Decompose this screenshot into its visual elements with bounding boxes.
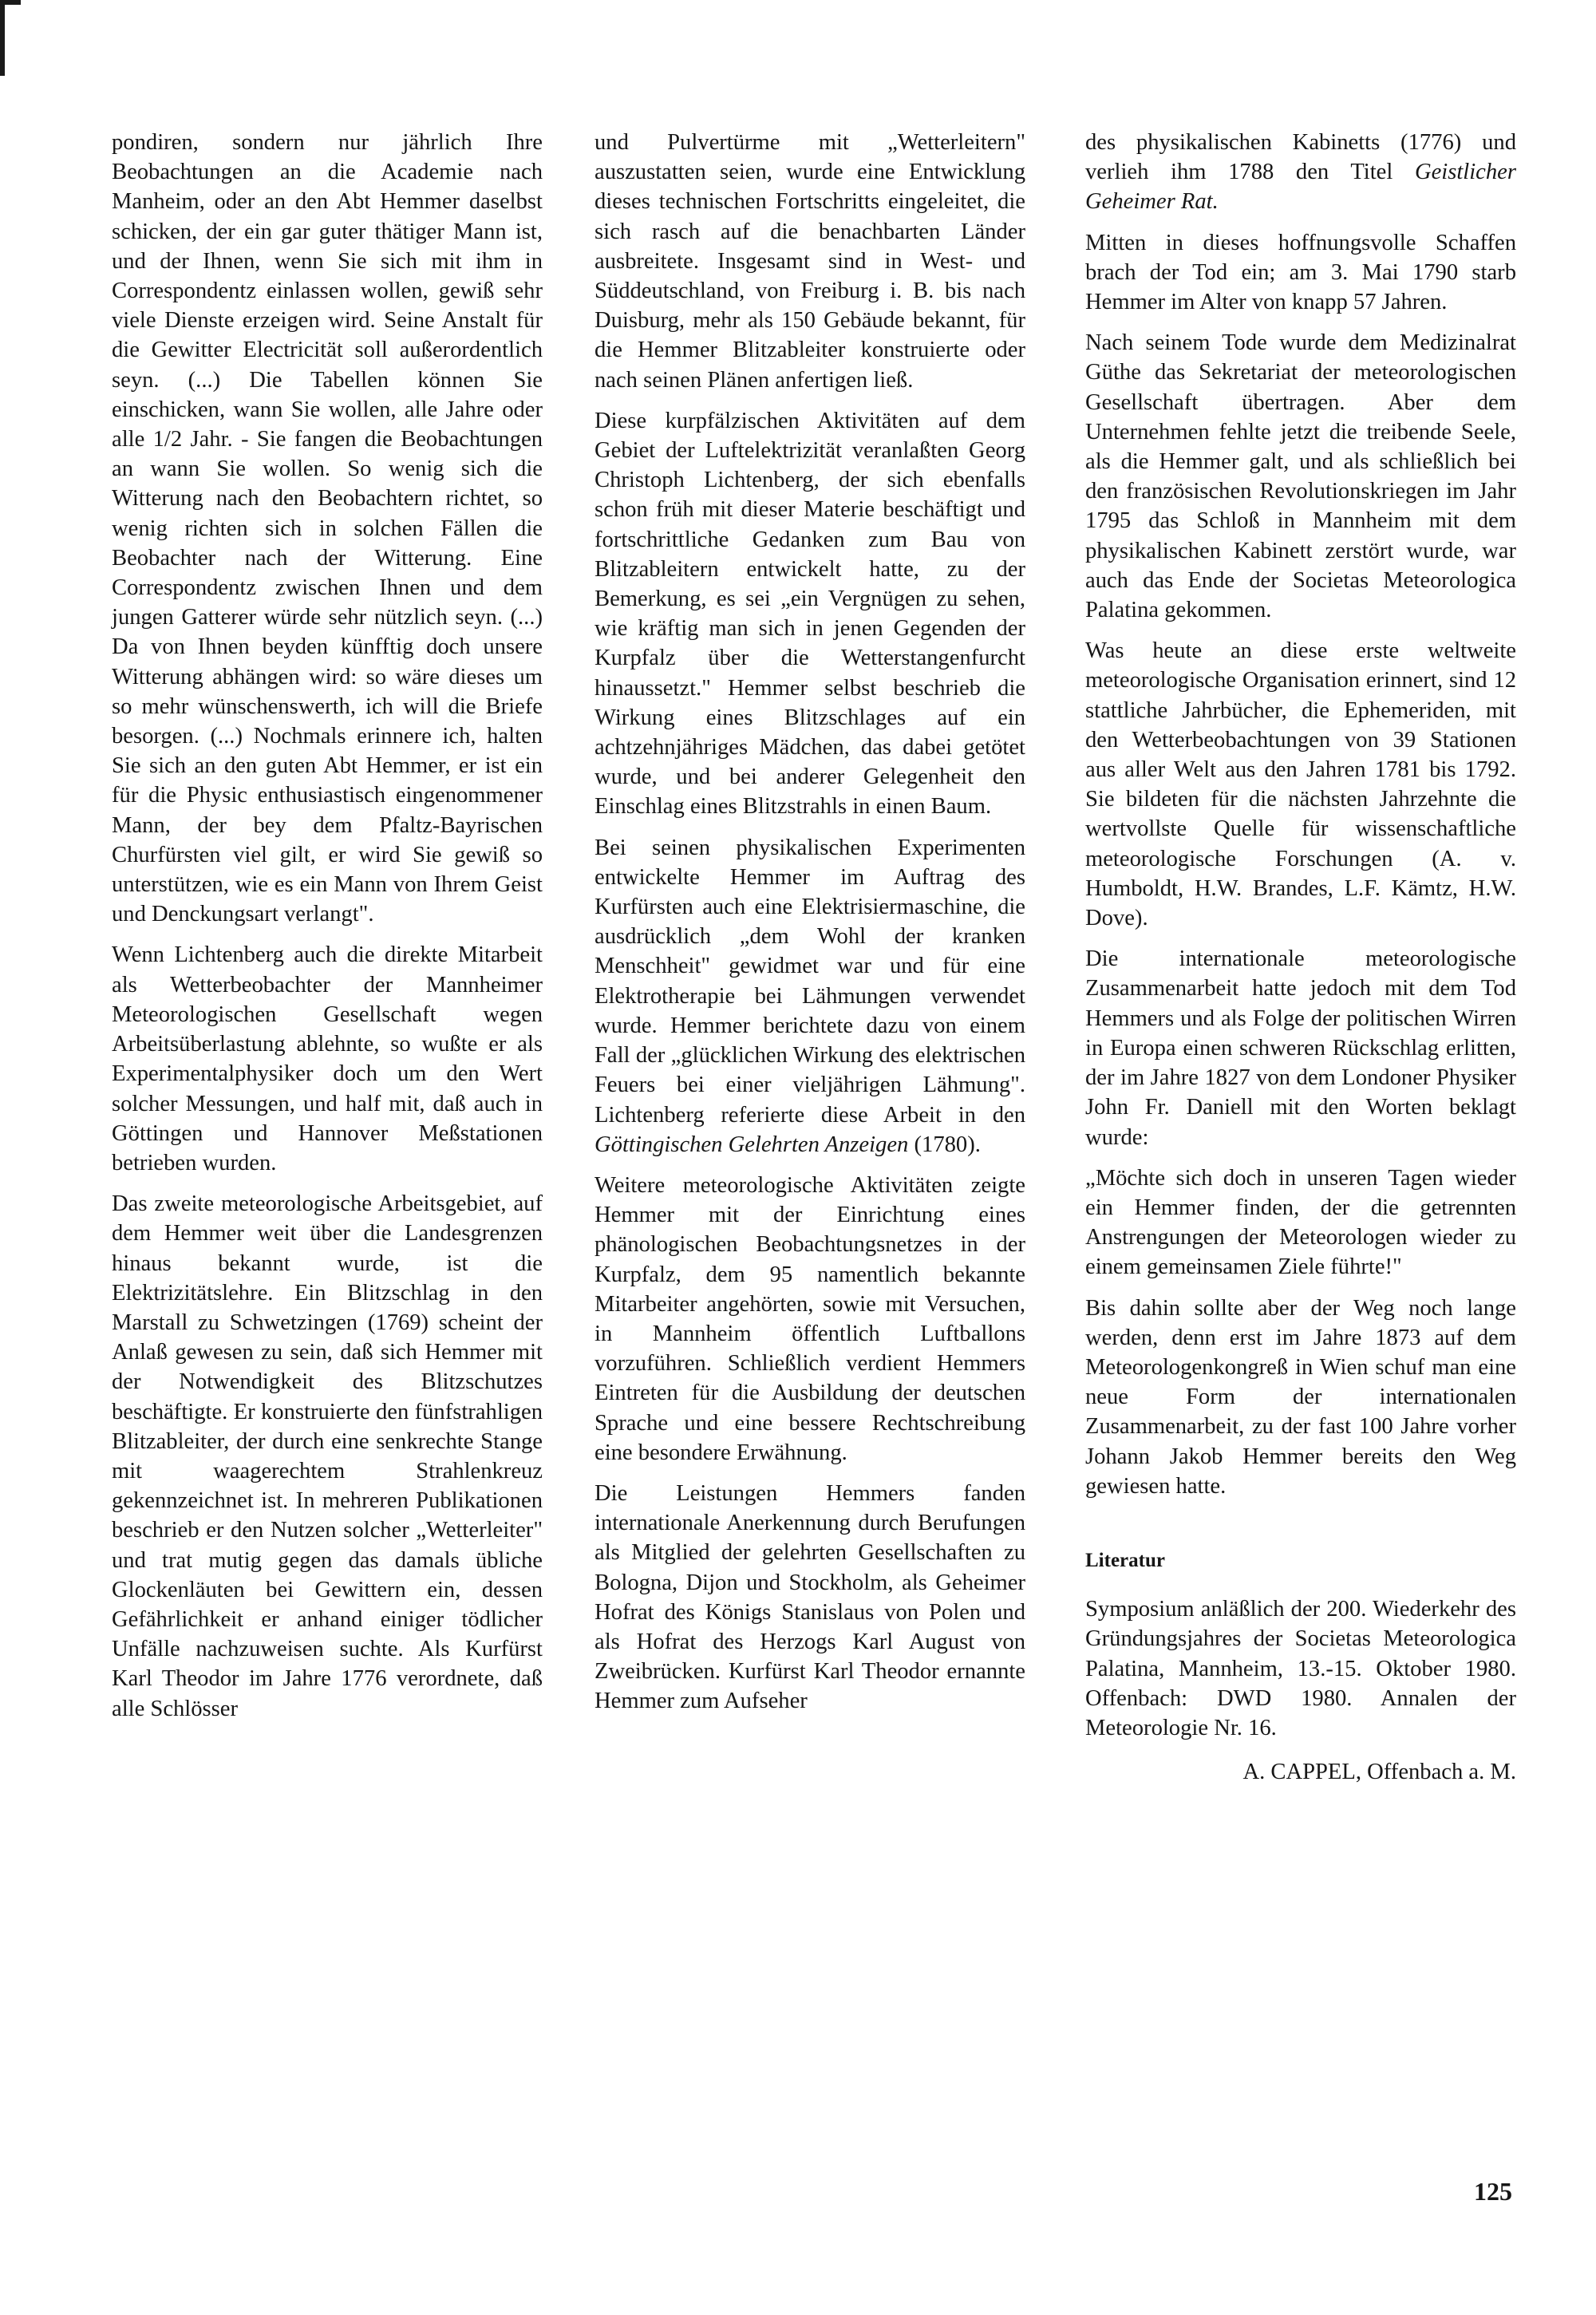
paragraph-text: Bei seinen physikalischen Experimenten entwickelte Hemmer im Auftrag des Kurfürsten auch eine Elektrisiermaschine, die ausdrücklich „dem Wohl der kranken Menschheit" gewidmet war und für eine Elektrotherapie bei Lähmungen verwendet wurde. Hemmer berichtete dazu von einem Fall der „glücklichen Wirkung des elektrischen Feuers bei einer vieljährigen Lähmung". Lichtenberg referierte diese Arbeit in den xyxy=(595,835,1025,1128)
paragraph xyxy=(1085,128,1516,217)
paragraph: und Pulvertürme mit „Wetterleitern" auszustatten seien, wurde eine Entwicklung dieses technischen Fortschritts eingeleitet, die sich rasch auf die benachbarten Länder ausbreitete. Insgesamt sind in West- und Süddeutschland, von Freiburg i. B. bis nach Duisburg, mehr als 150 Gebäude bekannt, für die Hemmer Blitzableiter konstruierte oder nach seinen Plänen anfertigen ließ. xyxy=(595,130,1025,393)
paragraph: Bis dahin sollte aber der Weg noch lange werden, denn erst im Jahre 1873 auf dem Meteorologenkongreß in Wien schuf man eine neue Form der internationalen Zusammenarbeit, zu der fast 100 Jahre vorher Johann Jakob Hemmer bereits den Weg gewiesen hatte. xyxy=(1085,1295,1516,1499)
paragraph: Weitere meteorologische Aktivitäten zeigte Hemmer mit der Einrichtung eines phänologischen Beobachtungsnetzes in der Kurpfalz, dem 95 namentlich bekannte Mitarbeiter angehörten, sowie mit Versuchen, in Mannheim öffentlich Luftballons vorzuführen. Schließlich verdient Hemmers Eintreten für die Ausbildung der deutschen Sprache und eine bessere Rechtschreibung eine besondere Erwähnung. xyxy=(595,1172,1025,1465)
paragraph-text: (1780). xyxy=(908,1132,981,1157)
paragraph: Nach seinem Tode wurde dem Medizinalrat Güthe das Sekretariat der meteorologischen Gesellschaft übertragen. Aber dem Unternehmen fehlte jetzt die treibende Seele, als die Hemmer galt, und als schließlich bei den französischen Revolutionskriegen im Jahr 1795 das Schloß in Mannheim mit dem physikalischen Kabinett zerstört wurde, war auch das Ende der Societas Meteorologica Palatina gekommen. xyxy=(1085,330,1516,623)
text-column-3 xyxy=(1085,128,1516,1787)
paragraph: Die internationale meteorologische Zusammenarbeit hatte jedoch mit dem Tod Hemmers und als Folge der politischen Wirren in Europa einen schweren Rückschlag erlitten, der im Jahre 1827 von dem Londoner Physiker John Fr. Daniell mit den Worten beklagt wurde: xyxy=(1085,946,1516,1150)
title-italic: Geistlicher Geheimer Rat. xyxy=(1085,160,1516,215)
page-number: 125 xyxy=(1474,2177,1512,2206)
paragraph xyxy=(595,833,1025,1159)
paragraph: pondiren, sondern nur jährlich Ihre Beobachtungen an die Academie nach Manheim, oder an den Abt Hemmer daselbst schicken, der ein gar guter thätiger Mann ist, und der Ihnen, wenn Sie sich mit ihm in Correspondentz einlassen wollen, gewiß sehr viele Dienste erzeigen wird. Seine Anstalt für die Gewitter Electricität soll außerordentlich seyn. (...) Die Tabellen können Sie einschicken, wann Sie wollen, alle Jahre oder alle 1/2 Jahr. - Sie fangen die Beobachtungen an wann Sie wollen. So wenig sich die Witterung nach den Beobachtern richtet, so wenig richten sich in solchen Fällen die Beobachter nach der Witterung. Eine Correspondentz zwischen Ihnen und dem jungen Gatterer würde sehr nützlich seyn. (...) Da von Ihnen beyden künfftig doch unsere Witterung abhängen wird: so wäre dieses um so mehr wünschenswerth, ich will die Briefe besorgen. (...) Nochmals erinnere ich, halten Sie sich an den guten Abt Hemmer, er ist ein für die Physic enthusiastisch eingenommener Mann, der bey dem Pfaltz-Bayrischen Churfürsten viel gilt, er wird Sie gewiß so unterstützen, wie es ein Mann von Ihrem Geist und Denckungsart verlangt". xyxy=(112,130,543,927)
text-column-1 xyxy=(112,128,543,1724)
paragraph-text: des physikalischen Kabinetts (1776) und verlieh ihm 1788 den Titel xyxy=(1085,130,1516,185)
scan-corner-mark xyxy=(0,0,21,76)
paragraph: Diese kurpfälzischen Aktivitäten auf dem Gebiet der Luftelektrizität veranlaßten Georg Christoph Lichtenberg, der sich ebenfalls schon früh mit dieser Materie beschäftigt und fortschrittliche Gedanken zum Bau von Blitzableitern entwickelt hatte, zu der Bemerkung, es sei „ein Vergnügen zu sehen, wie kräftig man sich in jenen Gegenden der Kurpfalz über die Wetterstangenfurcht hinaussetzt." Hemmer selbst beschrieb die Wirkung eines Blitzschlages auf ein achtzehnjähriges Mädchen, das dabei getötet wurde, und bei anderer Gelegenheit den Einschlag eines Blitzstrahls in einen Baum. xyxy=(595,408,1025,820)
paragraph: Was heute an diese erste weltweite meteorologische Organisation erinnert, sind 12 stattliche Jahrbücher, die Ephemeriden, mit den Wetterbeobachtungen von 39 Stationen aus aller Welt aus den Jahren 1781 bis 1792. Sie bildeten für die nächsten Jahrzehnte die wertvollste Quelle für wissenschaftliche meteorologische Forschungen (A. v. Humboldt, H.W. Brandes, L.F. Kämtz, H.W. Dove). xyxy=(1085,638,1516,931)
paragraph: Mitten in dieses hoffnungsvolle Schaffen brach der Tod ein; am 3. Mai 1790 starb Hemmer im Alter von knapp 57 Jahren. xyxy=(1085,230,1516,315)
paragraph: Das zweite meteorologische Arbeitsgebiet, auf dem Hemmer weit über die Landesgrenzen hinaus bekannt wurde, ist die Elektrizitätslehre. Ein Blitzschlag in den Marstall zu Schwetzingen (1769) scheint der Anlaß gewesen zu sein, daß sich Hemmer mit der Notwendigkeit des Blitzschutzes beschäftigte. Er konstruierte den fünfstrahligen Blitzableiter, der durch eine senkrechte Stange mit waagerechtem Strahlenkreuz gekennzeichnet ist. In mehreren Publikationen beschrieb er den Nutzen solcher „Wetterleiter" und trat mutig gegen das damals übliche Glockenläuten bei Gewittern ein, dessen Gefährlichkeit er anhand einiger tödlicher Unfälle nachzuweisen suchte. Als Kurfürst Karl Theodor im Jahre 1776 verordnete, daß alle Schlösser xyxy=(112,1191,543,1721)
journal-title: Göttingischen Gelehrten Anzeigen xyxy=(595,1132,909,1157)
literature-reference: Symposium anläßlich der 200. Wiederkehr des Gründungsjahres der Societas Meteorologica Palatina, Mannheim, 13.-15. Oktober 1980. Offenbach: DWD 1980. Annalen der Meteorologie Nr. 16. xyxy=(1085,1597,1516,1740)
literature-heading: Literatur xyxy=(1085,1549,1165,1571)
quote: „Möchte sich doch in unseren Tagen wieder ein Hemmer finden, der die getrennten Anstrengungen der Meteorologen wieder zu einem gemeinsamen Ziele führte!" xyxy=(1085,1165,1516,1280)
paragraph: Wenn Lichtenberg auch die direkte Mitarbeit als Wetterbeobachter der Mannheimer Meteorologischen Gesellschaft wegen Arbeitsüberlastung ablehnte, so wußte er als Experimentalphysiker doch um den Wert solcher Messungen, und half mit, daß auch in Göttingen und Hannover Meßstationen betrieben wurden. xyxy=(112,942,543,1175)
author-signature: A. CAPPEL, Offenbach a. M. xyxy=(1242,1760,1516,1785)
paragraph: Die Leistungen Hemmers fanden internationale Anerkennung durch Berufungen als Mitglied der gelehrten Gesellschaften zu Bologna, Dijon und Stockholm, als Geheimer Hofrat des Königs Stanislaus von Polen und als Hofrat des Herzogs Karl August von Zweibrücken. Kurfürst Karl Theodor ernannte Hemmer zum Aufseher xyxy=(595,1480,1025,1714)
text-column-2 xyxy=(595,128,1025,1716)
